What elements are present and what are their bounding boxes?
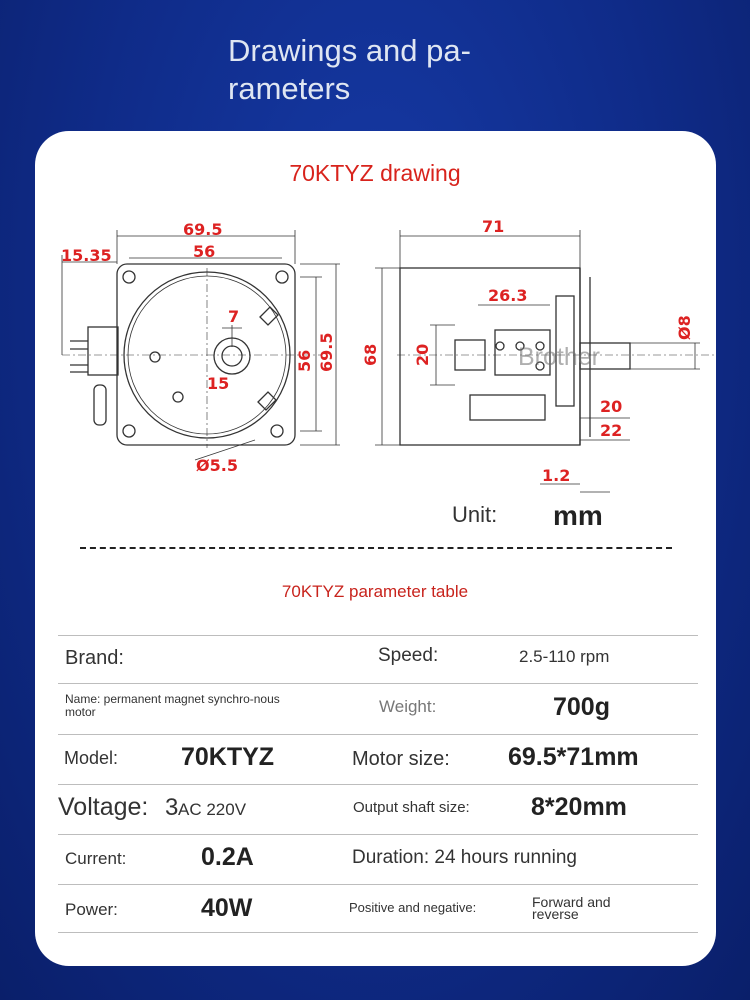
dim-15-35 bbox=[62, 255, 117, 355]
dim-label-56-width: 56 bbox=[193, 242, 216, 261]
duration-text: Duration: 24 hours running bbox=[352, 847, 577, 868]
small-hole-bottom bbox=[173, 392, 183, 402]
dim-label-1-2: 1.2 bbox=[542, 466, 571, 485]
terminal-screw-1 bbox=[496, 342, 504, 350]
dim-1-2 bbox=[540, 484, 610, 492]
mount-hole-br bbox=[271, 425, 283, 437]
dim-label-56-height: 56 bbox=[295, 349, 314, 372]
dim-8 bbox=[600, 343, 700, 369]
unit-label: Unit: bbox=[452, 502, 498, 527]
direction-value: Forward and reverse bbox=[532, 894, 611, 922]
weight-label: Weight: bbox=[379, 697, 437, 716]
row-divider bbox=[58, 683, 698, 684]
dim-label-22-shaft: 22 bbox=[600, 421, 623, 440]
unit-value: mm bbox=[553, 500, 603, 531]
power-value: 40W bbox=[201, 894, 253, 922]
row-divider bbox=[58, 834, 698, 835]
dim-7 bbox=[222, 325, 242, 347]
dim-label-71: 71 bbox=[482, 217, 505, 236]
brand-label: Brand: bbox=[65, 647, 124, 669]
dim-label-15: 15 bbox=[207, 374, 230, 393]
dim-label-68: 68 bbox=[361, 343, 380, 366]
power-label: Power: bbox=[65, 900, 118, 919]
dim-label-20-shaft: 20 bbox=[600, 397, 623, 416]
dim-label-7: 7 bbox=[228, 307, 240, 326]
row-divider bbox=[58, 734, 698, 735]
speed-value: 2.5-110 rpm bbox=[519, 647, 610, 666]
output-shaft-value: 8*20mm bbox=[531, 793, 627, 821]
page-header: Drawings and pa- rameters bbox=[228, 33, 471, 106]
dim-label-dia-8: Ø8 bbox=[675, 315, 694, 340]
small-hole-left bbox=[150, 352, 160, 362]
row-divider bbox=[58, 884, 698, 885]
output-shaft bbox=[222, 346, 242, 366]
dim-label-26-3: 26.3 bbox=[488, 286, 528, 305]
terminal-box bbox=[88, 327, 118, 375]
name-value: Name: permanent magnet synchro-nous motor bbox=[65, 692, 280, 719]
side-nameplate bbox=[470, 395, 545, 420]
voltage-value: AC 220V bbox=[178, 800, 247, 819]
current-label: Current: bbox=[65, 849, 127, 868]
parameter-table-title: 70KTYZ parameter table bbox=[281, 582, 469, 601]
slot-bottom bbox=[258, 392, 276, 410]
row-divider bbox=[58, 635, 698, 636]
dim-label-15-35: 15.35 bbox=[61, 246, 112, 265]
mount-hole-bl bbox=[123, 425, 135, 437]
current-value: 0.2A bbox=[201, 843, 254, 871]
dashed-divider bbox=[80, 547, 672, 549]
motor-size-label: Motor size: bbox=[352, 748, 450, 770]
model-label: Model: bbox=[64, 748, 119, 768]
voltage-label: Voltage: bbox=[58, 793, 149, 821]
direction-label: Positive and negative: bbox=[349, 900, 477, 915]
drawing-title: 70KTYZ drawing bbox=[289, 160, 461, 186]
cable-gland bbox=[94, 385, 106, 425]
center-lines bbox=[62, 268, 322, 448]
dim-label-20-left: 20 bbox=[413, 343, 432, 366]
model-value: 70KTYZ bbox=[181, 743, 275, 771]
watermark-text: Brother bbox=[518, 343, 600, 371]
lead-wires bbox=[70, 341, 88, 372]
voltage-phase: 3 bbox=[165, 794, 179, 821]
mount-hole-tr bbox=[276, 271, 288, 283]
mount-hole-tl bbox=[123, 271, 135, 283]
speed-label: Speed: bbox=[378, 645, 439, 666]
motor-size-value: 69.5*71mm bbox=[508, 743, 639, 771]
dim-label-69-5-height: 69.5 bbox=[317, 332, 336, 372]
dim-label-dia-5-5: Ø5.5 bbox=[196, 456, 238, 475]
front-housing bbox=[117, 264, 295, 445]
row-divider bbox=[58, 932, 698, 933]
row-divider bbox=[58, 784, 698, 785]
dim-label-69-5-width: 69.5 bbox=[183, 220, 223, 239]
weight-value: 700g bbox=[553, 693, 610, 721]
output-shaft-label: Output shaft size: bbox=[353, 799, 470, 816]
